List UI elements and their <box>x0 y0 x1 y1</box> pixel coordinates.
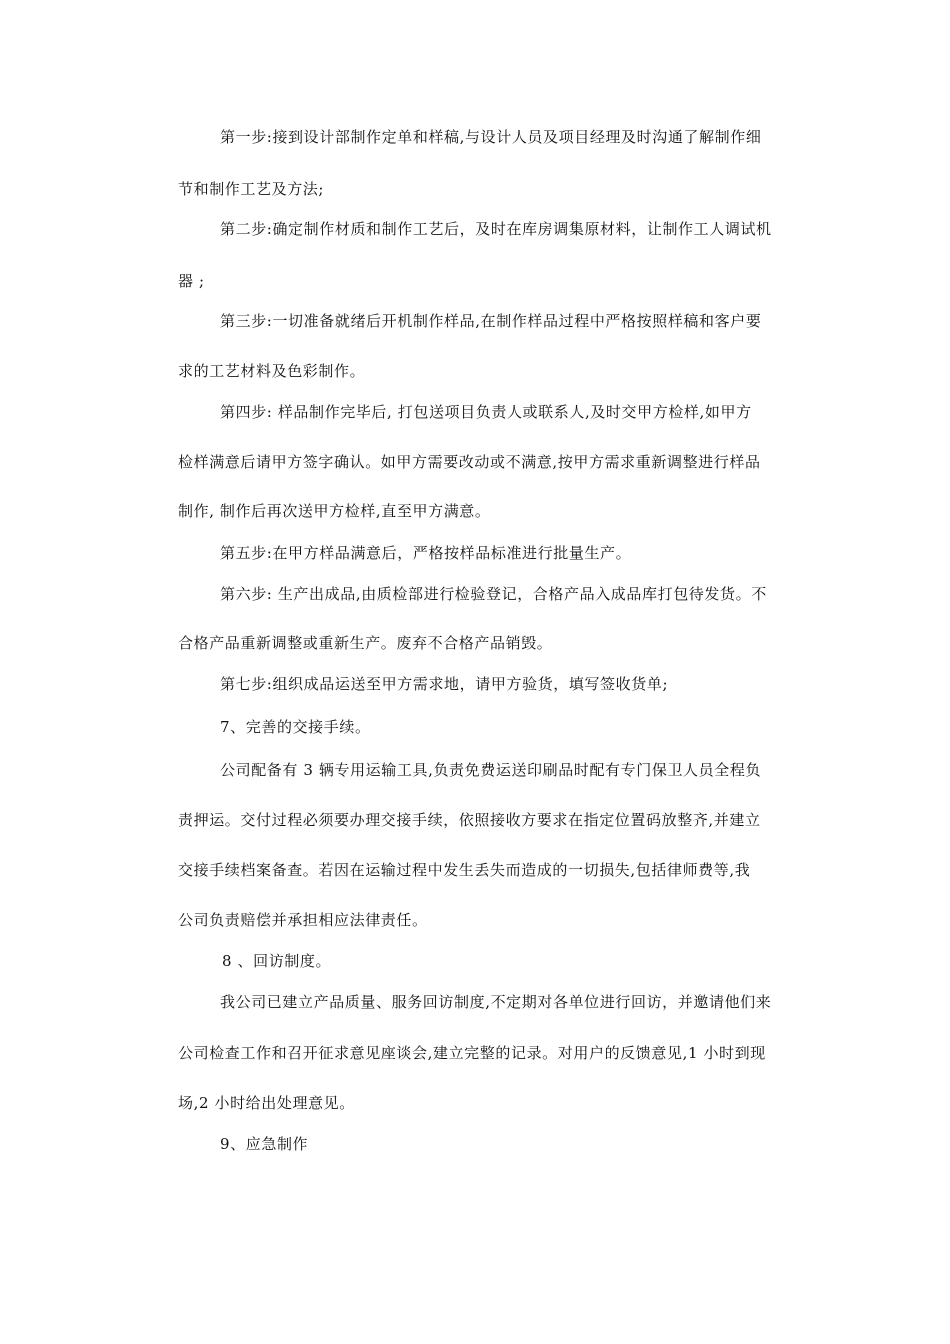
text-line: 我公司已建立产品质量、服务回访制度,不定期对各单位进行回访，并邀请他们来 <box>220 993 772 1011</box>
text-line: 第三步:一切准备就绪后开机制作样品,在制作样品过程中严格按照样稿和客户要 <box>220 312 762 330</box>
text-line: 检样满意后请甲方签字确认。如甲方需要改动或不满意,按甲方需求重新调整进行样品 <box>178 453 761 471</box>
text-line: 制作, 制作后再次送甲方检样,直至甲方满意。 <box>178 502 491 520</box>
text-line: 场,2 小时给出处理意见。 <box>178 1094 355 1112</box>
text-line: 9、应急制作 <box>220 1135 309 1153</box>
text-line: 责押运。交付过程必须要办理交接手续，依照接收方要求在指定位置码放整齐,并建立 <box>178 811 761 829</box>
text-line: 8 、回访制度。 <box>222 952 332 970</box>
text-line: 合格产品重新调整或重新生产。废弃不合格产品销毁。 <box>178 634 553 652</box>
text-line: 公司负责赔偿并承担相应法律责任。 <box>178 911 428 929</box>
text-line: 第五步:在甲方样品满意后，严格按样品标准进行批量生产。 <box>220 544 632 562</box>
text-line: 公司检查工作和召开征求意见座谈会,建立完整的记录。对用户的反馈意见,1 小时到现 <box>178 1044 766 1062</box>
text-line: 公司配备有 3 辆专用运输工具,负责免费运送印刷品时配有专门保卫人员全程负 <box>220 761 762 779</box>
text-line: 求的工艺材料及色彩制作。 <box>178 362 366 380</box>
text-line: 交接手续档案备查。若因在运输过程中发生丢失而造成的一切损失,包括律师费等,我 <box>178 861 751 879</box>
text-line: 节和制作工艺及方法; <box>178 180 325 198</box>
text-line: 第四步: 样品制作完毕后, 打包送项目负责人或联系人,及时交甲方检样,如甲方 <box>220 403 752 421</box>
text-line: 7、完善的交接手续。 <box>220 718 371 736</box>
text-line: 第七步:组织成品运送至甲方需求地，请甲方验货，填写签收货单; <box>220 675 669 693</box>
text-line: 器 ; <box>178 272 205 290</box>
text-line: 第六步: 生产出成品,由质检部进行检验登记，合格产品入成品库打包待发货。不 <box>220 585 767 603</box>
text-line: 第一步:接到设计部制作定单和样稿,与设计人员及项目经理及时沟通了解制作细 <box>220 128 762 146</box>
text-line: 第二步:确定制作材质和制作工艺后，及时在库房调集原材料，让制作工人调试机 <box>220 220 772 238</box>
